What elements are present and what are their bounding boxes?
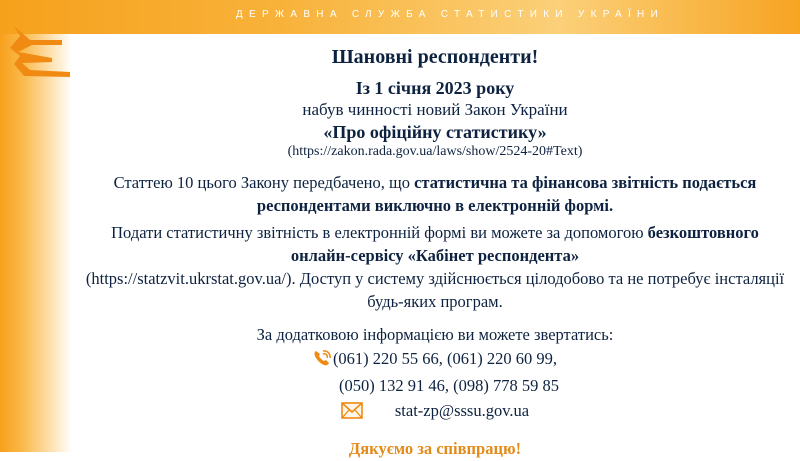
phone-icon: [313, 348, 331, 373]
mail-icon: [341, 401, 363, 427]
trident-e-icon: [6, 24, 78, 80]
org-name: ДЕРЖАВНА СЛУЖБА СТАТИСТИКИ УКРАЇНИ: [235, 9, 665, 20]
header-bar: [0, 0, 800, 34]
law-line: набув чинності новий Закон України: [302, 100, 568, 119]
paragraph-text: Подати статистичну звітність в електронній формі ви можете за допомогою: [111, 223, 648, 242]
cabinet-url[interactable]: (https://statzvit.ukrstat.gov.ua/): [85, 269, 292, 288]
paragraph-cabinet: [80, 221, 790, 313]
paragraph-bold: статистична та фінансова звітність подається респондентами виключно в електронній формі.: [256, 173, 757, 215]
contacts-intro: За додатковою інформацією ви можете звертатись:: [256, 325, 614, 344]
paragraph-tail: . Доступ у систему здійснюється цілодобово та не потребує інсталяції будь-яких програм.: [291, 269, 785, 311]
paragraph-bold: безкоштовного онлайн-сервісу «Кабінет респондента»: [290, 223, 759, 265]
law-title: «Про офіційну статистику»: [323, 122, 547, 142]
thanks-text: Дякуємо за співпрацю!: [348, 439, 522, 458]
notice-content: [80, 44, 790, 461]
phones-text-1: (061) 220 55 66, (061) 220 60 99,: [332, 349, 558, 368]
paragraph-text: Статтею 10 цього Закону передбачено, що: [113, 173, 415, 192]
law-url[interactable]: (https://zakon.rada.gov.ua/laws/show/2524-20#Text): [287, 144, 583, 159]
email-link[interactable]: stat-zp@sssu.gov.ua: [394, 401, 530, 420]
phones-line-1: [80, 346, 790, 373]
paragraph-article-10: [80, 171, 790, 217]
phones-line-2: (050) 132 91 46, (098) 778 59 85: [339, 376, 559, 395]
greeting-heading: Шановні респонденти!: [331, 46, 539, 68]
email-row: [80, 398, 790, 427]
date-line: Із 1 січня 2023 року: [355, 78, 515, 98]
